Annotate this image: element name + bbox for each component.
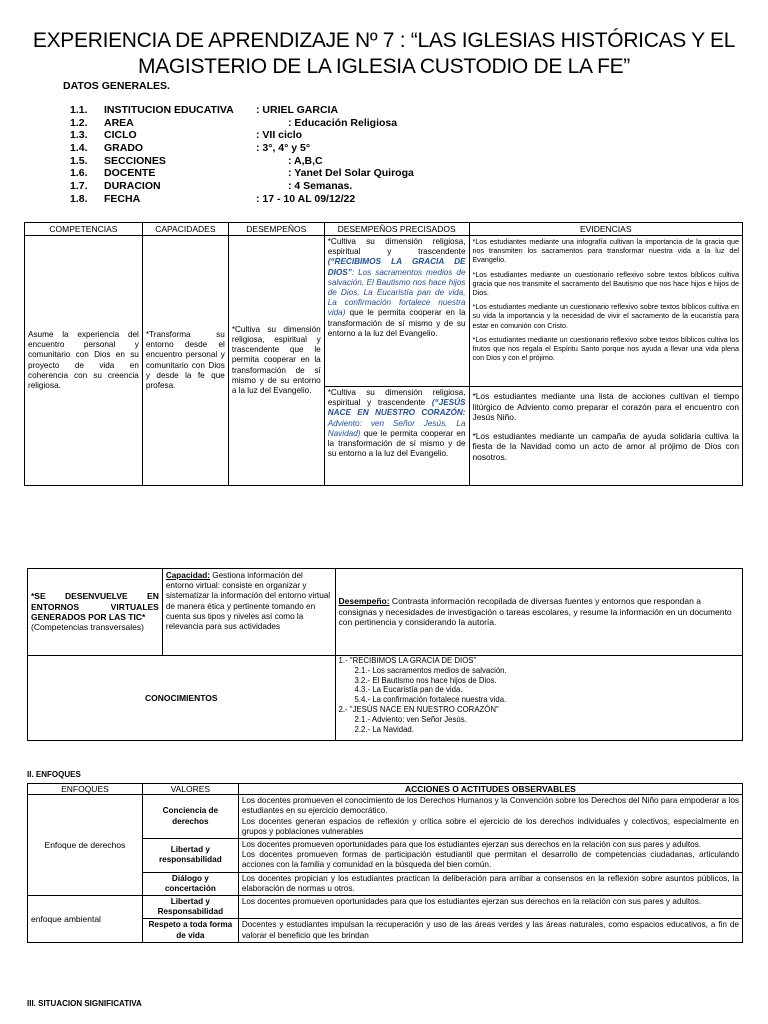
enfoque-ambiental: enfoque ambiental: [28, 896, 143, 943]
transversal-capacidad-cell: [162, 569, 335, 656]
datos-generales-heading: DATOS GENERALES.: [63, 80, 170, 92]
prec2-a: *Cultiva su dimensión religiosa, espiritual y trascendente: [327, 388, 466, 408]
general-data-number: 1.2.: [70, 116, 88, 129]
accion-cell: Docentes y estudiantes impulsan la recuperación y uso de las áreas verdes y las áreas naturales, como espacios educativos, a fin de valorar el beneficio que les brindan: [238, 919, 742, 942]
conocimientos-label: CONOCIMIENTOS: [28, 656, 336, 741]
general-data-label: AREA: [104, 116, 134, 129]
table-row: [28, 656, 743, 741]
header-enfoques: ENFOQUES: [28, 784, 143, 795]
evidencia-item: *Los estudiantes mediante un campaña de ayuda solidaria cultiva la fiesta de la Navidad como un acto de amor al prójimo de Dios con nosotros.: [472, 430, 739, 462]
valor-cell: Libertad y Responsabilidad: [142, 896, 238, 919]
general-data-number: 1.7.: [70, 180, 88, 193]
general-data-value: : 17 - 10 AL 09/12/22: [256, 192, 356, 205]
table-header-row: [28, 784, 743, 795]
desempeno-cell: *Cultiva su dimensión religiosa, espiritual y trascendente que le permita cooperar en la transformación de sí mismo y de su entorno a la luz del Evangelio.: [228, 236, 324, 486]
list-item: 1.- "RECIBIMOS LA GRACIA DE DIOS": [338, 656, 477, 665]
enfoques-table: [27, 783, 743, 943]
title-line-2: MAGISTERIO DE LA IGLESIA CUSTODIO DE LA FE”: [137, 55, 630, 78]
accion-cell: Los docentes propician y los estudiantes practican la deliberación para arribar a consensos en la reflexión sobre asuntos públicos, la elaboración de normas u otros.: [238, 872, 742, 895]
general-data-value: : 4 Semanas.: [288, 180, 353, 193]
desempeno-text: Contrasta información recopilada de diversas fuentes y entornos que respondan a consignas y necesidades de investigación o tareas escolares, y resume la información en un documento con pertinencia y considerando la autoría.: [338, 596, 732, 628]
general-data-value: : URIEL GARCIA: [256, 104, 339, 116]
list-item: 3.2.- El Bautismo nos hace hijos de Dios.: [354, 675, 497, 685]
evidencia-item: *Los estudiantes mediante una lista de acciones cultivan el tiempo litúrgico de Adviento como preparar el corazón para el encuentro con Jesús Niño.: [472, 391, 739, 423]
list-item: 2.1.- Adviento: ven Señor Jesús.: [354, 714, 467, 724]
capacidad-cell: *Transforma su entorno desde el encuentro personal y comunitario con Dios y desde la fe que profesa.: [142, 236, 228, 486]
prec1-d: que le permita cooperar en la transformación de sí mismo y de su entorno a la luz del Evangelio.: [327, 308, 466, 338]
header-capacidades: CAPACIDADES: [142, 223, 228, 236]
transversal-competencia-name: *SE DESENVUELVE EN ENTORNOS VIRTUALES GENERADOS POR LAS TIC*: [31, 591, 159, 622]
general-data-label: GRADO: [104, 142, 144, 155]
evidencia-item: *Los estudiantes mediante un cuestionario reflexivo sobre textos bíblicos cultiva en su vida la importancia y la necesidad de vivir el sacramento de la eucaristía para estar en comunión con Cristo.: [472, 302, 739, 330]
table-row: [28, 896, 743, 919]
prec2-d: que le permita cooperar en la transformación de sí mismo y de su entorno a la luz del Evangelio.: [327, 428, 466, 459]
header-competencias: COMPETENCIAS: [25, 223, 143, 236]
general-data-label: DURACION: [104, 180, 161, 193]
header-evidencias: EVIDENCIAS: [469, 223, 742, 236]
valor-cell: Conciencia de derechos: [142, 795, 238, 839]
desempeno-precisado-1: [324, 236, 469, 387]
evidencias-2: [469, 387, 742, 486]
table-row: [28, 795, 743, 839]
evidencia-item: *Los estudiantes mediante un cuestionario reflexivo sobre textos bíblicos cultiva los frutos que nos regala el Espíritu Santo porque nos ayuda a llevar una vida plena con Dios y con el prójimo.: [472, 334, 739, 363]
title-line-1: EXPERIENCIA DE APRENDIZAJE Nº 7 : “LAS IGLESIAS HISTÓRICAS Y EL: [32, 29, 736, 52]
general-data-label: SECCIONES: [104, 154, 166, 167]
valor-cell: Diálogo y concertación: [142, 872, 238, 895]
general-data-number: 1.6.: [70, 167, 88, 180]
accion-cell: Los docentes promueven oportunidades para que los estudiantes ejerzan sus derechos en la relación con sus pares y adultos.: [238, 896, 742, 919]
page-title: [20, 28, 748, 80]
enfoques-heading: II. ENFOQUES: [27, 770, 81, 779]
list-item: 2.2.- La Navidad.: [354, 724, 414, 734]
competencia-cell: Asume la experiencia del encuentro personal y comunitario con Dios en su proyecto de vida en coherencia con su creencia religiosa.: [25, 236, 143, 486]
prec1-a: *Cultiva su dimensión religiosa, espiritual y trascendente: [327, 237, 466, 257]
general-data-label: DOCENTE: [104, 167, 156, 180]
enfoque-derechos: Enfoque de derechos: [28, 795, 143, 896]
conocimientos-list: [335, 656, 742, 741]
valor-cell: Respeto a toda forma de vida: [142, 919, 238, 942]
list-item: 2.- "JESÚS NACE EN NUESTRO CORAZÓN": [338, 704, 499, 714]
desempeno-precisado-2: [324, 387, 469, 486]
accion-cell: Los docentes promueven oportunidades para que los estudiantes ejerzan sus derechos en la relación con sus pares y adultos. Los docentes promueven formas de participación estudiantil que permitan el desarrollo de competencias ciudadanas, articulando acciones con la familia y comunidad en la búsqueda del bien común.: [238, 839, 742, 873]
general-data-number: 1.5.: [70, 154, 88, 167]
transversal-competencia-cell: [28, 569, 163, 656]
list-item: 2.1.- Los sacramentos medios de salvación.: [354, 665, 507, 675]
prec1-b: (“RECIBIMOS LA GRACIA DE DIOS”: [327, 257, 466, 277]
header-valores: VALORES: [142, 784, 238, 795]
header-desempenos: DESEMPEÑOS: [228, 223, 324, 236]
general-data-value: : A,B,C: [288, 154, 323, 167]
general-data-value: : Educación Religiosa: [288, 116, 398, 129]
header-acciones: ACCIONES O ACTITUDES OBSERVABLES: [238, 784, 742, 795]
transversal-note: (Competencias transversales): [31, 622, 144, 633]
general-data-value: : VII ciclo: [256, 129, 303, 142]
general-data-number: 1.3.: [70, 129, 88, 142]
general-data-label: FECHA: [104, 192, 141, 205]
general-data-label: CICLO: [104, 129, 137, 142]
accion-cell: Los docentes promueven el conocimiento de los Derechos Humanos y la Convención sobre los Derechos del Niño para empoderar a los estudiantes en su ejercicio democrático. Los docentes generan espacios de reflexión y crítica sobre el ejercicio de los derechos individuales y colectivos, especialmente en grupos y poblaciones vulnerables: [238, 795, 742, 839]
table-row: [28, 569, 743, 656]
table-header-row: [25, 223, 743, 236]
evidencia-item: *Los estudiantes mediante un cuestionario reflexivo sobre textos bíblicos cultiva gracia que nos transmite el sacramento del Bautismo que nos hace hijos e hijos de Dios.: [472, 269, 739, 298]
general-data-value: : Yanet Del Solar Quiroga: [288, 167, 414, 180]
general-data-number: 1.8.: [70, 192, 88, 205]
general-data-number: 1.4.: [70, 142, 88, 155]
table-row: [25, 236, 743, 387]
list-item: 4.3.- La Eucaristía pan de vida.: [354, 685, 463, 695]
competencia-transversal-table: [27, 568, 743, 741]
desempeno-label: Desempeño:: [338, 596, 390, 607]
situacion-heading: III. SITUACION SIGNIFICATIVA: [27, 999, 142, 1008]
prec2-b: (“JESÚS NACE EN NUESTRO CORAZÓN:: [327, 398, 466, 418]
list-item: 5.4.- La confirmación fortalece nuestra vida.: [354, 695, 507, 705]
prec2-c: Adviento: ven Señor Jesús, La Navidad): [327, 418, 466, 438]
evidencia-item: *Los estudiantes mediante una infografía cultivan la importancia de la gracia que nos transmiten los sacramentos para transformar nuestra vida a la luz del Evangelio.: [472, 237, 739, 265]
capacidad-text: Gestiona información del entorno virtual: consiste en organizar y sistematizar la información del entorno virtual de manera ética y pertinente tomando en cuenta sus tipos y niveles así como la relevancia para sus actividades: [165, 571, 331, 632]
prec1-c: : Los sacramentos medios de salvación, El Bautismo nos hace hijos de Dios, La Eucaristía pan de vida, La confirmación fortalece nuestra vida): [327, 267, 466, 318]
capacidad-label: Capacidad:: [165, 571, 210, 580]
general-data-label: INSTITUCION EDUCATIVA: [104, 104, 234, 116]
general-data-number: 1.1.: [70, 104, 88, 116]
header-desempenos-precisados: DESEMPEÑOS PRECISADOS: [324, 223, 469, 236]
transversal-desempeno-cell: [335, 569, 742, 656]
general-data-value: : 3°, 4° y 5°: [256, 142, 311, 155]
evidencias-1: [469, 236, 742, 387]
valor-cell: Libertad y responsabilidad: [142, 839, 238, 873]
competencias-table: [24, 222, 743, 486]
